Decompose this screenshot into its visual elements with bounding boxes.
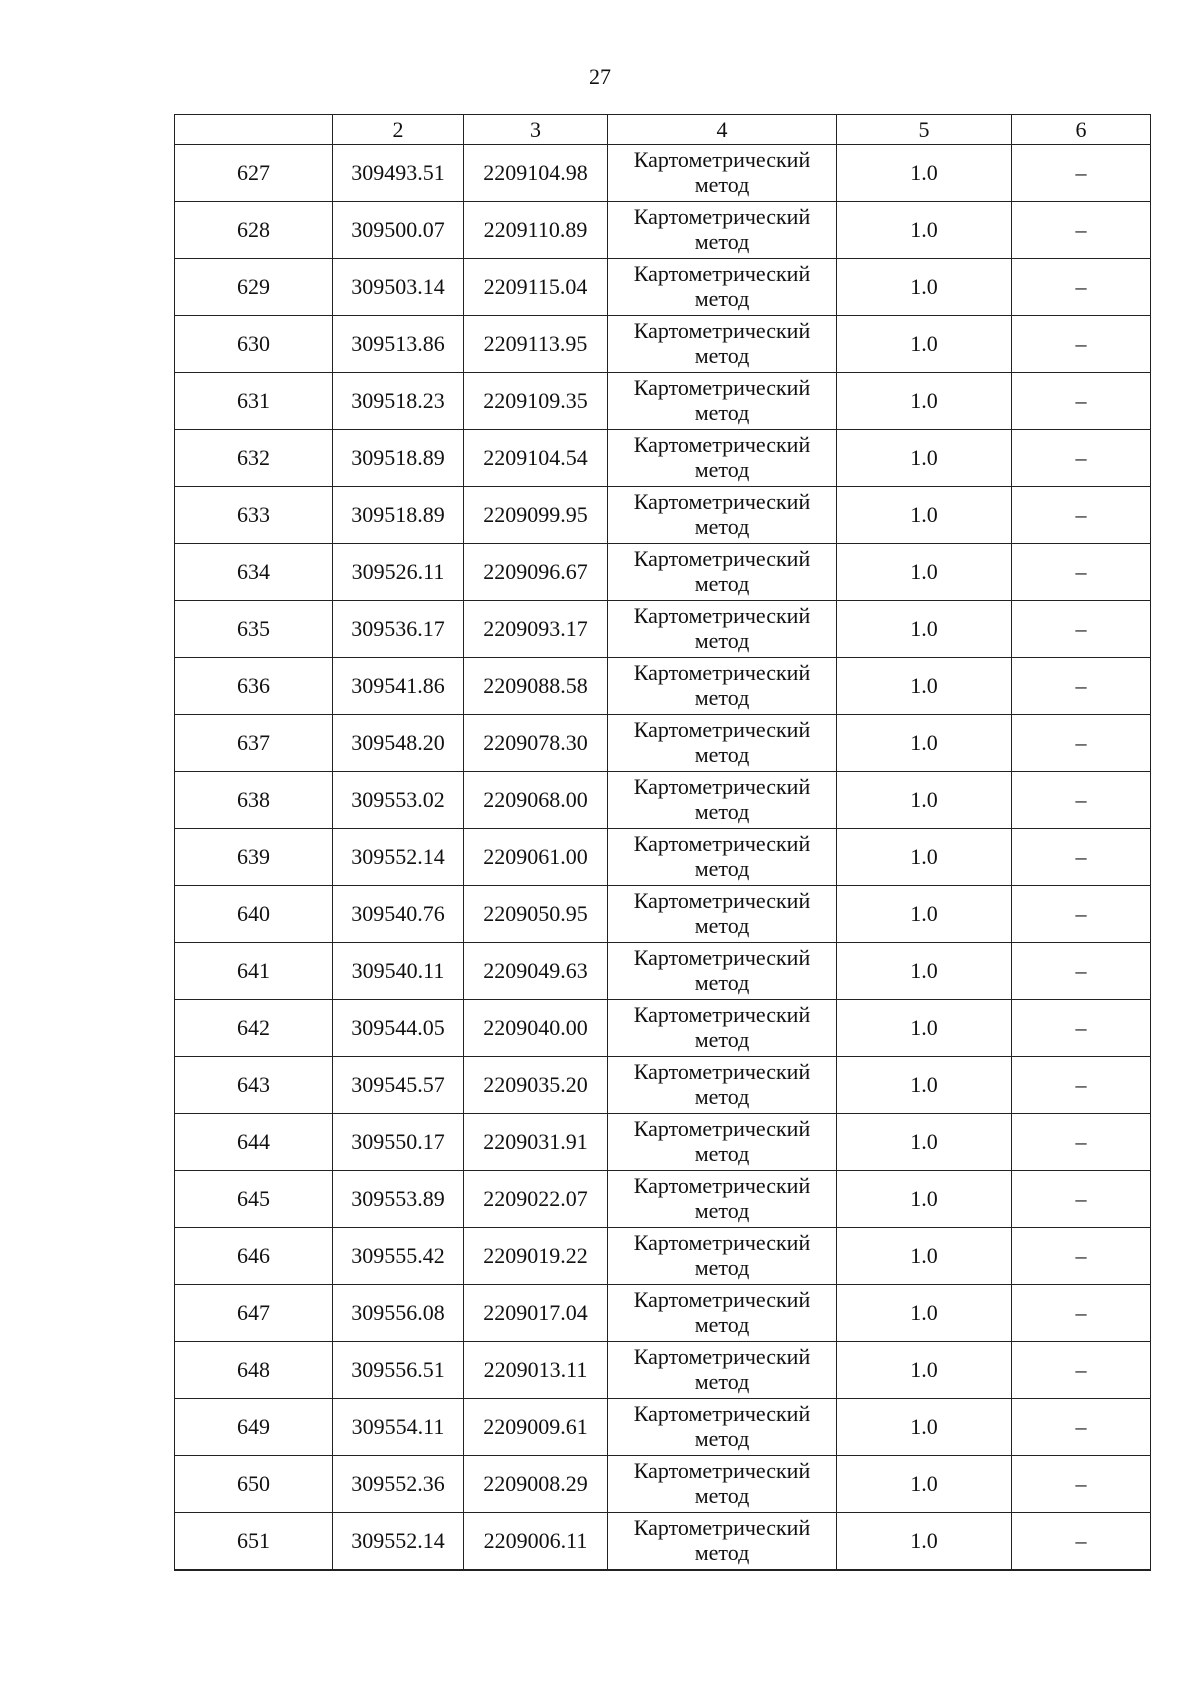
note-cell: – — [1012, 1399, 1151, 1456]
table-row — [175, 145, 1151, 202]
y-coordinate-cell: 2209040.00 — [464, 1000, 608, 1057]
method-cell — [608, 829, 837, 886]
method-line-1: Картометрический — [633, 546, 811, 572]
note-cell: – — [1012, 658, 1151, 715]
header-col-1 — [175, 115, 333, 145]
method-line-1: Картометрический — [633, 147, 811, 173]
header-col-2: 2 — [333, 115, 464, 145]
accuracy-cell: 1.0 — [837, 1114, 1012, 1171]
header-col-6: 6 — [1012, 115, 1151, 145]
header-col-5: 5 — [837, 115, 1012, 145]
point-number-cell: 633 — [175, 487, 333, 544]
method-cell — [608, 1057, 837, 1114]
point-number-cell: 644 — [175, 1114, 333, 1171]
method-cell — [608, 1342, 837, 1399]
table-row — [175, 373, 1151, 430]
y-coordinate-cell: 2209008.29 — [464, 1456, 608, 1513]
table-row — [175, 943, 1151, 1000]
method-line-1: Картометрический — [633, 945, 811, 971]
point-number-cell: 651 — [175, 1513, 333, 1571]
method-line-2: метод — [694, 1312, 750, 1337]
method-line-1: Картометрический — [633, 717, 811, 743]
point-number-cell: 629 — [175, 259, 333, 316]
point-number-cell: 636 — [175, 658, 333, 715]
method-cell — [608, 1171, 837, 1228]
x-coordinate-cell: 309493.51 — [333, 145, 464, 202]
x-coordinate-cell: 309540.76 — [333, 886, 464, 943]
accuracy-cell: 1.0 — [837, 1057, 1012, 1114]
method-line-2: метод — [694, 286, 750, 311]
method-line-1: Картометрический — [633, 774, 811, 800]
y-coordinate-cell: 2209013.11 — [464, 1342, 608, 1399]
point-number-cell: 634 — [175, 544, 333, 601]
x-coordinate-cell: 309513.86 — [333, 316, 464, 373]
method-line-2: метод — [694, 514, 750, 539]
y-coordinate-cell: 2209009.61 — [464, 1399, 608, 1456]
x-coordinate-cell: 309540.11 — [333, 943, 464, 1000]
accuracy-cell: 1.0 — [837, 886, 1012, 943]
point-number-cell: 647 — [175, 1285, 333, 1342]
table-row — [175, 1171, 1151, 1228]
method-line-2: метод — [694, 1369, 750, 1394]
note-cell: – — [1012, 886, 1151, 943]
table-row — [175, 1513, 1151, 1571]
note-cell: – — [1012, 772, 1151, 829]
method-line-1: Картометрический — [633, 318, 811, 344]
y-coordinate-cell: 2209104.98 — [464, 145, 608, 202]
accuracy-cell: 1.0 — [837, 487, 1012, 544]
x-coordinate-cell: 309552.36 — [333, 1456, 464, 1513]
method-line-2: метод — [694, 970, 750, 995]
note-cell: – — [1012, 1285, 1151, 1342]
point-number-cell: 640 — [175, 886, 333, 943]
y-coordinate-cell: 2209113.95 — [464, 316, 608, 373]
point-number-cell: 649 — [175, 1399, 333, 1456]
accuracy-cell: 1.0 — [837, 772, 1012, 829]
accuracy-cell: 1.0 — [837, 1171, 1012, 1228]
table-row — [175, 1456, 1151, 1513]
method-cell — [608, 259, 837, 316]
accuracy-cell: 1.0 — [837, 1456, 1012, 1513]
method-line-1: Картометрический — [633, 261, 811, 287]
method-line-1: Картометрический — [633, 1002, 811, 1028]
method-line-1: Картометрический — [633, 1515, 811, 1541]
method-line-2: метод — [694, 571, 750, 596]
method-line-1: Картометрический — [633, 1059, 811, 1085]
y-coordinate-cell: 2209017.04 — [464, 1285, 608, 1342]
table-row — [175, 1285, 1151, 1342]
method-line-2: метод — [694, 1027, 750, 1052]
accuracy-cell: 1.0 — [837, 658, 1012, 715]
point-number-cell: 632 — [175, 430, 333, 487]
table-row — [175, 829, 1151, 886]
x-coordinate-cell: 309518.23 — [333, 373, 464, 430]
y-coordinate-cell: 2209035.20 — [464, 1057, 608, 1114]
method-cell — [608, 1513, 837, 1571]
y-coordinate-cell: 2209109.35 — [464, 373, 608, 430]
y-coordinate-cell: 2209093.17 — [464, 601, 608, 658]
y-coordinate-cell: 2209078.30 — [464, 715, 608, 772]
note-cell: – — [1012, 1456, 1151, 1513]
y-coordinate-cell: 2209115.04 — [464, 259, 608, 316]
method-cell — [608, 943, 837, 1000]
accuracy-cell: 1.0 — [837, 1513, 1012, 1571]
point-number-cell: 641 — [175, 943, 333, 1000]
method-line-2: метод — [694, 172, 750, 197]
table-row — [175, 601, 1151, 658]
x-coordinate-cell: 309550.17 — [333, 1114, 464, 1171]
y-coordinate-cell: 2209006.11 — [464, 1513, 608, 1571]
table-row — [175, 1228, 1151, 1285]
note-cell: – — [1012, 430, 1151, 487]
method-line-2: метод — [694, 856, 750, 881]
method-cell — [608, 373, 837, 430]
table-row — [175, 1114, 1151, 1171]
x-coordinate-cell: 309500.07 — [333, 202, 464, 259]
table-row — [175, 202, 1151, 259]
accuracy-cell: 1.0 — [837, 943, 1012, 1000]
table-body — [175, 145, 1151, 1571]
method-line-1: Картометрический — [633, 1116, 811, 1142]
note-cell: – — [1012, 715, 1151, 772]
accuracy-cell: 1.0 — [837, 202, 1012, 259]
method-line-2: метод — [694, 913, 750, 938]
x-coordinate-cell: 309503.14 — [333, 259, 464, 316]
method-cell — [608, 1000, 837, 1057]
method-line-1: Картометрический — [633, 1230, 811, 1256]
method-line-1: Картометрический — [633, 660, 811, 686]
note-cell: – — [1012, 1057, 1151, 1114]
accuracy-cell: 1.0 — [837, 1000, 1012, 1057]
method-line-1: Картометрический — [633, 375, 811, 401]
table-row — [175, 487, 1151, 544]
x-coordinate-cell: 309552.14 — [333, 829, 464, 886]
method-line-2: метод — [694, 628, 750, 653]
y-coordinate-cell: 2209061.00 — [464, 829, 608, 886]
note-cell: – — [1012, 259, 1151, 316]
y-coordinate-cell: 2209104.54 — [464, 430, 608, 487]
coordinates-table — [174, 114, 1151, 1571]
table-row — [175, 316, 1151, 373]
table-row — [175, 1399, 1151, 1456]
note-cell: – — [1012, 1342, 1151, 1399]
note-cell: – — [1012, 601, 1151, 658]
accuracy-cell: 1.0 — [837, 544, 1012, 601]
method-line-2: метод — [694, 1141, 750, 1166]
table-row — [175, 430, 1151, 487]
point-number-cell: 631 — [175, 373, 333, 430]
x-coordinate-cell: 309556.51 — [333, 1342, 464, 1399]
method-cell — [608, 658, 837, 715]
method-cell — [608, 544, 837, 601]
method-cell — [608, 601, 837, 658]
method-cell — [608, 145, 837, 202]
x-coordinate-cell: 309518.89 — [333, 430, 464, 487]
point-number-cell: 639 — [175, 829, 333, 886]
note-cell: – — [1012, 202, 1151, 259]
note-cell: – — [1012, 1228, 1151, 1285]
y-coordinate-cell: 2209068.00 — [464, 772, 608, 829]
note-cell: – — [1012, 1000, 1151, 1057]
y-coordinate-cell: 2209096.67 — [464, 544, 608, 601]
method-line-2: метод — [694, 1198, 750, 1223]
accuracy-cell: 1.0 — [837, 259, 1012, 316]
note-cell: – — [1012, 1513, 1151, 1571]
point-number-cell: 637 — [175, 715, 333, 772]
accuracy-cell: 1.0 — [837, 145, 1012, 202]
method-line-1: Картометрический — [633, 1173, 811, 1199]
x-coordinate-cell: 309544.05 — [333, 1000, 464, 1057]
method-cell — [608, 772, 837, 829]
note-cell: – — [1012, 829, 1151, 886]
x-coordinate-cell: 309555.42 — [333, 1228, 464, 1285]
method-line-2: метод — [694, 1540, 750, 1565]
x-coordinate-cell: 309548.20 — [333, 715, 464, 772]
x-coordinate-cell: 309554.11 — [333, 1399, 464, 1456]
x-coordinate-cell: 309541.86 — [333, 658, 464, 715]
x-coordinate-cell: 309545.57 — [333, 1057, 464, 1114]
x-coordinate-cell: 309553.02 — [333, 772, 464, 829]
page-number: 27 — [589, 64, 611, 89]
x-coordinate-cell: 309518.89 — [333, 487, 464, 544]
method-cell — [608, 1228, 837, 1285]
method-cell — [608, 430, 837, 487]
point-number-cell: 650 — [175, 1456, 333, 1513]
method-line-2: метод — [694, 457, 750, 482]
method-line-2: метод — [694, 799, 750, 824]
method-line-1: Картометрический — [633, 831, 811, 857]
method-cell — [608, 1456, 837, 1513]
method-line-2: метод — [694, 1426, 750, 1451]
accuracy-cell: 1.0 — [837, 715, 1012, 772]
point-number-cell: 635 — [175, 601, 333, 658]
y-coordinate-cell: 2209088.58 — [464, 658, 608, 715]
method-cell — [608, 316, 837, 373]
method-line-2: метод — [694, 343, 750, 368]
x-coordinate-cell: 309536.17 — [333, 601, 464, 658]
accuracy-cell: 1.0 — [837, 829, 1012, 886]
point-number-cell: 627 — [175, 145, 333, 202]
accuracy-cell: 1.0 — [837, 601, 1012, 658]
header-row — [175, 115, 1151, 145]
method-line-2: метод — [694, 685, 750, 710]
table-row — [175, 544, 1151, 601]
method-line-1: Картометрический — [633, 1287, 811, 1313]
header-col-3: 3 — [464, 115, 608, 145]
x-coordinate-cell: 309556.08 — [333, 1285, 464, 1342]
y-coordinate-cell: 2209031.91 — [464, 1114, 608, 1171]
accuracy-cell: 1.0 — [837, 1228, 1012, 1285]
method-line-2: метод — [694, 742, 750, 767]
y-coordinate-cell: 2209110.89 — [464, 202, 608, 259]
table-row — [175, 259, 1151, 316]
method-line-2: метод — [694, 1084, 750, 1109]
method-cell — [608, 202, 837, 259]
method-line-1: Картометрический — [633, 1344, 811, 1370]
point-number-cell: 648 — [175, 1342, 333, 1399]
method-cell — [608, 1285, 837, 1342]
y-coordinate-cell: 2209050.95 — [464, 886, 608, 943]
method-line-1: Картометрический — [633, 888, 811, 914]
accuracy-cell: 1.0 — [837, 1285, 1012, 1342]
table-row — [175, 1057, 1151, 1114]
note-cell: – — [1012, 1114, 1151, 1171]
method-line-1: Картометрический — [633, 432, 811, 458]
method-cell — [608, 1399, 837, 1456]
method-line-2: метод — [694, 400, 750, 425]
table-row — [175, 1342, 1151, 1399]
method-cell — [608, 715, 837, 772]
note-cell: – — [1012, 373, 1151, 430]
note-cell: – — [1012, 943, 1151, 1000]
y-coordinate-cell: 2209022.07 — [464, 1171, 608, 1228]
method-line-1: Картометрический — [633, 1401, 811, 1427]
method-cell — [608, 886, 837, 943]
accuracy-cell: 1.0 — [837, 430, 1012, 487]
point-number-cell: 643 — [175, 1057, 333, 1114]
method-cell — [608, 487, 837, 544]
table-row — [175, 772, 1151, 829]
note-cell: – — [1012, 487, 1151, 544]
method-line-1: Картометрический — [633, 603, 811, 629]
method-line-2: метод — [694, 229, 750, 254]
point-number-cell: 645 — [175, 1171, 333, 1228]
note-cell: – — [1012, 544, 1151, 601]
table-header — [175, 115, 1151, 145]
table-row — [175, 1000, 1151, 1057]
note-cell: – — [1012, 145, 1151, 202]
x-coordinate-cell: 309552.14 — [333, 1513, 464, 1571]
x-coordinate-cell: 309553.89 — [333, 1171, 464, 1228]
header-col-4: 4 — [608, 115, 837, 145]
method-line-1: Картометрический — [633, 204, 811, 230]
accuracy-cell: 1.0 — [837, 316, 1012, 373]
point-number-cell: 646 — [175, 1228, 333, 1285]
y-coordinate-cell: 2209099.95 — [464, 487, 608, 544]
table-row — [175, 658, 1151, 715]
note-cell: – — [1012, 316, 1151, 373]
table-row — [175, 715, 1151, 772]
note-cell: – — [1012, 1171, 1151, 1228]
point-number-cell: 630 — [175, 316, 333, 373]
point-number-cell: 628 — [175, 202, 333, 259]
accuracy-cell: 1.0 — [837, 1399, 1012, 1456]
x-coordinate-cell: 309526.11 — [333, 544, 464, 601]
y-coordinate-cell: 2209019.22 — [464, 1228, 608, 1285]
method-line-2: метод — [694, 1255, 750, 1280]
point-number-cell: 638 — [175, 772, 333, 829]
accuracy-cell: 1.0 — [837, 1342, 1012, 1399]
method-line-1: Картометрический — [633, 1458, 811, 1484]
method-line-1: Картометрический — [633, 489, 811, 515]
method-line-2: метод — [694, 1483, 750, 1508]
table-row — [175, 886, 1151, 943]
point-number-cell: 642 — [175, 1000, 333, 1057]
y-coordinate-cell: 2209049.63 — [464, 943, 608, 1000]
method-cell — [608, 1114, 837, 1171]
accuracy-cell: 1.0 — [837, 373, 1012, 430]
